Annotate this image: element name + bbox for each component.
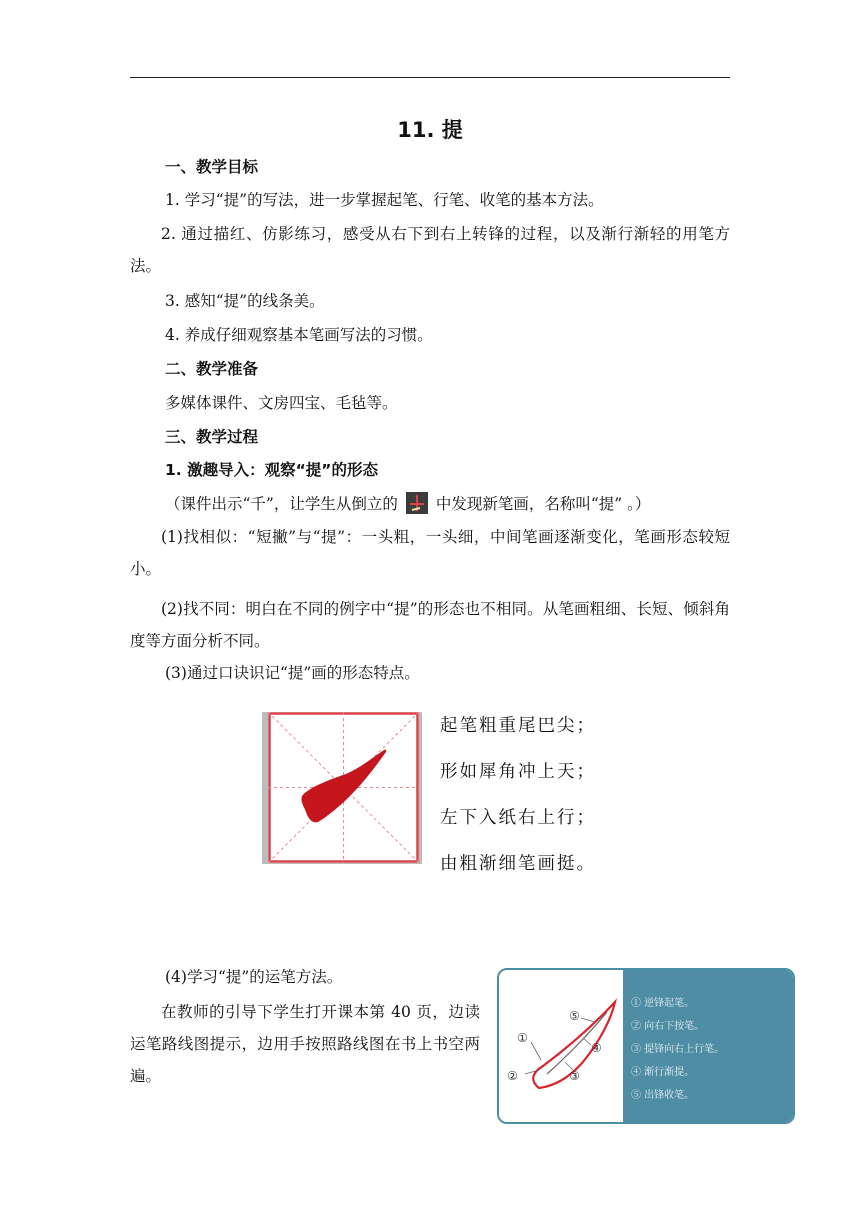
- verse-line: 形如犀角冲上天；: [440, 762, 596, 782]
- verse-line: 左下入纸右上行；: [440, 808, 596, 828]
- process-heading: 三、教学过程: [165, 428, 259, 446]
- inverted-character-icon: [406, 492, 428, 514]
- stroke-path-diagram: [497, 968, 795, 1124]
- marker-3: ③: [569, 1069, 580, 1083]
- prep-heading: 二、教学准备: [165, 360, 259, 378]
- goal-item: 2. 通过描红、仿影练习，感受从右下到右上转锋的过程，以及渐行渐轻的用笔方法。: [130, 225, 730, 275]
- item-4-desc: 在教师的引导下学生打开课本第 40 页，边读运笔路线图提示，边用手按照路线图在书上书空两遍。: [130, 1003, 480, 1085]
- verse-line: 起笔粗重尾巴尖；: [440, 716, 596, 736]
- tian-zi-grid: [268, 712, 419, 863]
- marker-1: ①: [517, 1031, 528, 1045]
- goal-item: 4. 养成仔细观察基本笔画写法的习惯。: [165, 326, 433, 344]
- item-1: (1)找相似：“短撇”与“提”：一头粗，一头细，中间笔画逐渐变化，笔画形态较短小。: [130, 528, 730, 578]
- step-text: ④ 渐行渐提。: [631, 1067, 695, 1078]
- item-4: (4)学习“提”的运笔方法。: [165, 968, 343, 986]
- verse-line: 由粗渐细笔画挺。: [440, 854, 596, 874]
- steps-panel: [623, 970, 793, 1122]
- goal-item: 1. 学习“提”的写法，进一步掌握起笔、行笔、收笔的基本方法。: [165, 191, 604, 209]
- marker-4: ④: [591, 1041, 602, 1055]
- goals-heading: 一、教学目标: [165, 158, 259, 176]
- step1-intro-a: （课件出示“千”，让学生从倒立的: [165, 495, 398, 513]
- path-illustration: [499, 970, 623, 1122]
- step-text: ① 逆锋起笔。: [631, 998, 695, 1009]
- item-2: (2)找不同：明白在不同的例字中“提”的形态也不相同。从笔画粗细、长短、倾斜角度等方面分析不同。: [130, 600, 730, 650]
- step1-intro: [165, 492, 650, 515]
- prep-text: 多媒体课件、文房四宝、毛毡等。: [165, 394, 398, 412]
- step-text: ② 向右下按笔。: [631, 1021, 705, 1032]
- item-3: (3)通过口诀识记“提”画的形态特点。: [165, 664, 420, 682]
- marker-2: ②: [507, 1069, 518, 1083]
- step1-heading: 1. 激趣导入：观察“提”的形态: [165, 461, 378, 479]
- header-rule: [130, 77, 730, 78]
- step-text: ③ 提锋向右上行笔。: [631, 1044, 725, 1055]
- step1-intro-b: 中发现新笔画，名称叫“提” 。）: [435, 495, 651, 513]
- marker-5: ⑤: [569, 1009, 580, 1023]
- goal-item: 3. 感知“提”的线条美。: [165, 292, 325, 310]
- page-title: 11. 提: [397, 118, 463, 142]
- step-text: ⑤ 出锋收笔。: [631, 1090, 695, 1101]
